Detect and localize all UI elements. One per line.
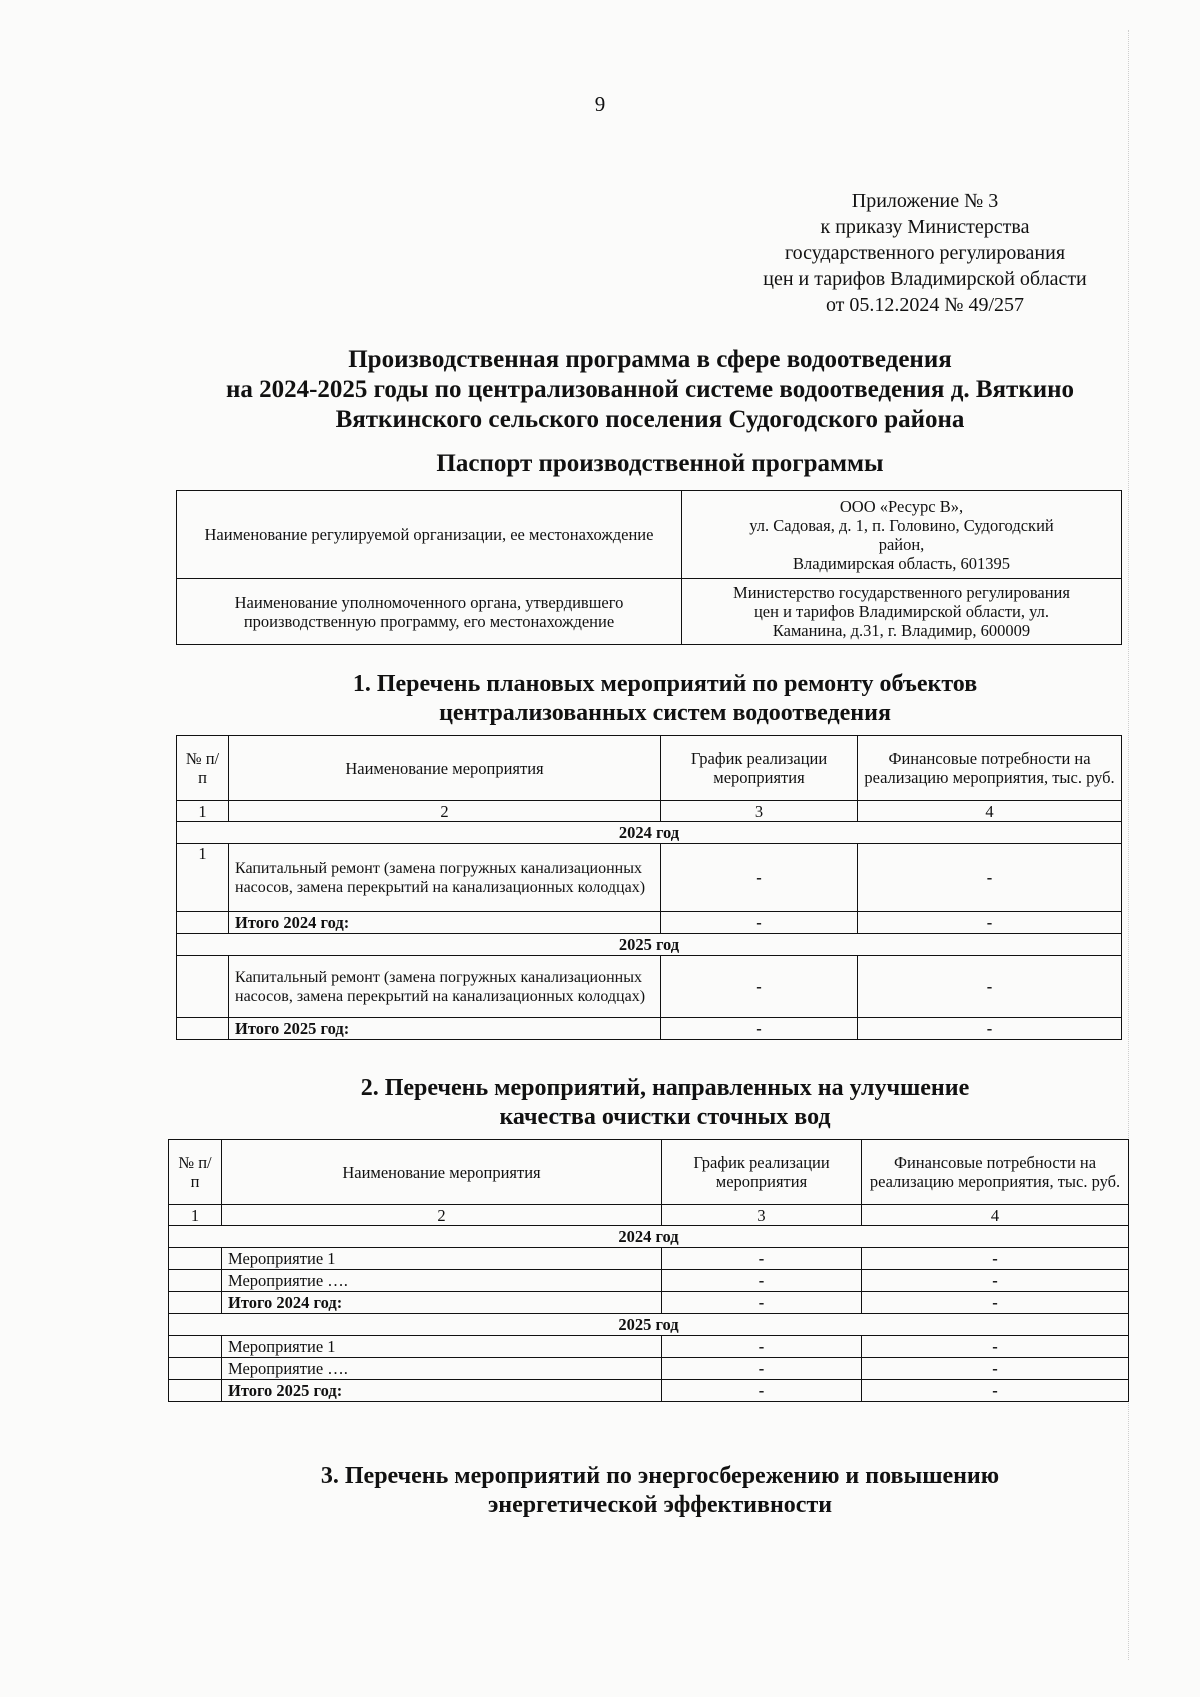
finance-value: - — [858, 912, 1122, 934]
header-name: Наименование мероприятия — [229, 736, 661, 801]
row-number — [169, 1248, 222, 1270]
header-name: Наименование мероприятия — [222, 1140, 662, 1205]
row-number: 1 — [177, 844, 229, 912]
page-number: 9 — [594, 92, 606, 116]
title-line: на 2024-2025 годы по централизованной системе водоотведения д. Вяткино — [225, 376, 1075, 403]
appendix-line: к приказу Министерства — [820, 216, 1030, 238]
col-number: 3 — [661, 801, 858, 822]
activity-name: Мероприятие …. — [222, 1270, 662, 1292]
passport-org-label: Наименование регулируемой организации, ее местонахождение — [177, 491, 682, 579]
year-row: 2025 год — [177, 934, 1122, 956]
schedule-value: - — [661, 1018, 858, 1040]
section1-title-line: централизованных систем водоотведения — [439, 700, 891, 726]
activity-name: Капитальный ремонт (замена погружных канализационных насосов, замена перекрытий на канализационных колодцах) — [229, 844, 661, 912]
activity-name: Мероприятие 1 — [222, 1248, 662, 1270]
year-row: 2024 год — [177, 822, 1122, 844]
appendix-line: государственного регулирования — [784, 242, 1066, 264]
section2-title — [200, 1074, 1130, 1132]
schedule-value: - — [662, 1248, 862, 1270]
passport-authority-line: Министерство государственного регулирования — [733, 583, 1070, 602]
activity-name: Мероприятие 1 — [222, 1336, 662, 1358]
passport-org-value — [682, 491, 1122, 579]
row-number — [169, 1336, 222, 1358]
schedule-value: - — [662, 1270, 862, 1292]
total-label: Итого 2025 год: — [229, 1018, 661, 1040]
total-label: Итого 2025 год: — [222, 1380, 662, 1402]
section1-title-line: 1. Перечень плановых мероприятий по ремонту объектов — [352, 671, 978, 697]
passport-authority-line: Каманина, д.31, г. Владимир, 600009 — [772, 621, 1031, 640]
row-number — [177, 956, 229, 1018]
passport-org-line: район, — [878, 534, 925, 554]
schedule-value: - — [661, 912, 858, 934]
section2-title-line: 2. Перечень мероприятий, направленных на улучшение — [360, 1075, 970, 1101]
col-number: 1 — [169, 1205, 222, 1226]
row-number — [177, 912, 229, 934]
title-line: Вяткинского сельского поселения Судогодского района — [335, 406, 965, 433]
appendix-line: Приложение № 3 — [851, 190, 999, 212]
title-line: Производственная программа в сфере водоотведения — [348, 346, 952, 373]
header-finance: Финансовые потребности на реализацию мероприятия, тыс. руб. — [862, 1140, 1129, 1205]
schedule-value: - — [661, 956, 858, 1018]
schedule-value: - — [662, 1336, 862, 1358]
schedule-value: - — [662, 1358, 862, 1380]
col-number: 1 — [177, 801, 229, 822]
finance-value: - — [862, 1270, 1129, 1292]
appendix-header — [735, 188, 1115, 318]
row-number — [169, 1380, 222, 1402]
appendix-line: цен и тарифов Владимирской области — [763, 268, 1087, 290]
total-label: Итого 2024 год: — [222, 1292, 662, 1314]
passport-authority-value — [682, 579, 1122, 645]
section1-title — [200, 670, 1130, 728]
passport-title: Паспорт производственной программы — [436, 450, 884, 477]
section3-title — [160, 1462, 1160, 1520]
row-number — [177, 1018, 229, 1040]
passport-org-line: ООО «Ресурс В», — [839, 496, 964, 516]
header-schedule: График реализации мероприятия — [661, 736, 858, 801]
row-number — [169, 1358, 222, 1380]
section3-title-line: 3. Перечень мероприятий по энергосбережению и повышению — [320, 1463, 1000, 1489]
finance-value: - — [862, 1292, 1129, 1314]
col-number: 4 — [862, 1205, 1129, 1226]
finance-value: - — [858, 956, 1122, 1018]
section1-table — [176, 735, 1122, 1040]
header-no: № п/п — [169, 1140, 222, 1205]
document-title — [140, 345, 1160, 435]
finance-value: - — [862, 1336, 1129, 1358]
row-number — [169, 1270, 222, 1292]
total-label: Итого 2024 год: — [229, 912, 661, 934]
scan-edge-artifact — [1128, 30, 1131, 1660]
year-row: 2024 год — [169, 1226, 1129, 1248]
passport-authority-line: цен и тарифов Владимирской области, ул. — [753, 602, 1050, 621]
header-schedule: График реализации мероприятия — [662, 1140, 862, 1205]
finance-value: - — [858, 1018, 1122, 1040]
passport-authority-label: Наименование уполномоченного органа, утвердившего производственную программу, его местонахождение — [177, 579, 682, 645]
schedule-value: - — [662, 1292, 862, 1314]
appendix-line: от 05.12.2024 № 49/257 — [825, 294, 1025, 316]
col-number: 2 — [222, 1205, 662, 1226]
activity-name: Капитальный ремонт (замена погружных канализационных насосов, замена перекрытий на канализационных колодцах) — [229, 956, 661, 1018]
header-finance: Финансовые потребности на реализацию мероприятия, тыс. руб. — [858, 736, 1122, 801]
schedule-value: - — [662, 1380, 862, 1402]
finance-value: - — [862, 1380, 1129, 1402]
header-no: № п/п — [177, 736, 229, 801]
col-number: 2 — [229, 801, 661, 822]
passport-org-line: ул. Садовая, д. 1, п. Головино, Судогодский — [749, 515, 1054, 535]
passport-table — [176, 490, 1122, 645]
schedule-value: - — [661, 844, 858, 912]
col-number: 4 — [858, 801, 1122, 822]
year-row: 2025 год — [169, 1314, 1129, 1336]
activity-name: Мероприятие …. — [222, 1358, 662, 1380]
section3-title-line: энергетической эффективности — [487, 1492, 833, 1518]
finance-value: - — [862, 1248, 1129, 1270]
col-number: 3 — [662, 1205, 862, 1226]
finance-value: - — [862, 1358, 1129, 1380]
section2-table — [168, 1139, 1129, 1402]
passport-org-line: Владимирская область, 601395 — [792, 553, 1011, 573]
section2-title-line: качества очистки сточных вод — [499, 1104, 831, 1130]
row-number — [169, 1292, 222, 1314]
finance-value: - — [858, 844, 1122, 912]
